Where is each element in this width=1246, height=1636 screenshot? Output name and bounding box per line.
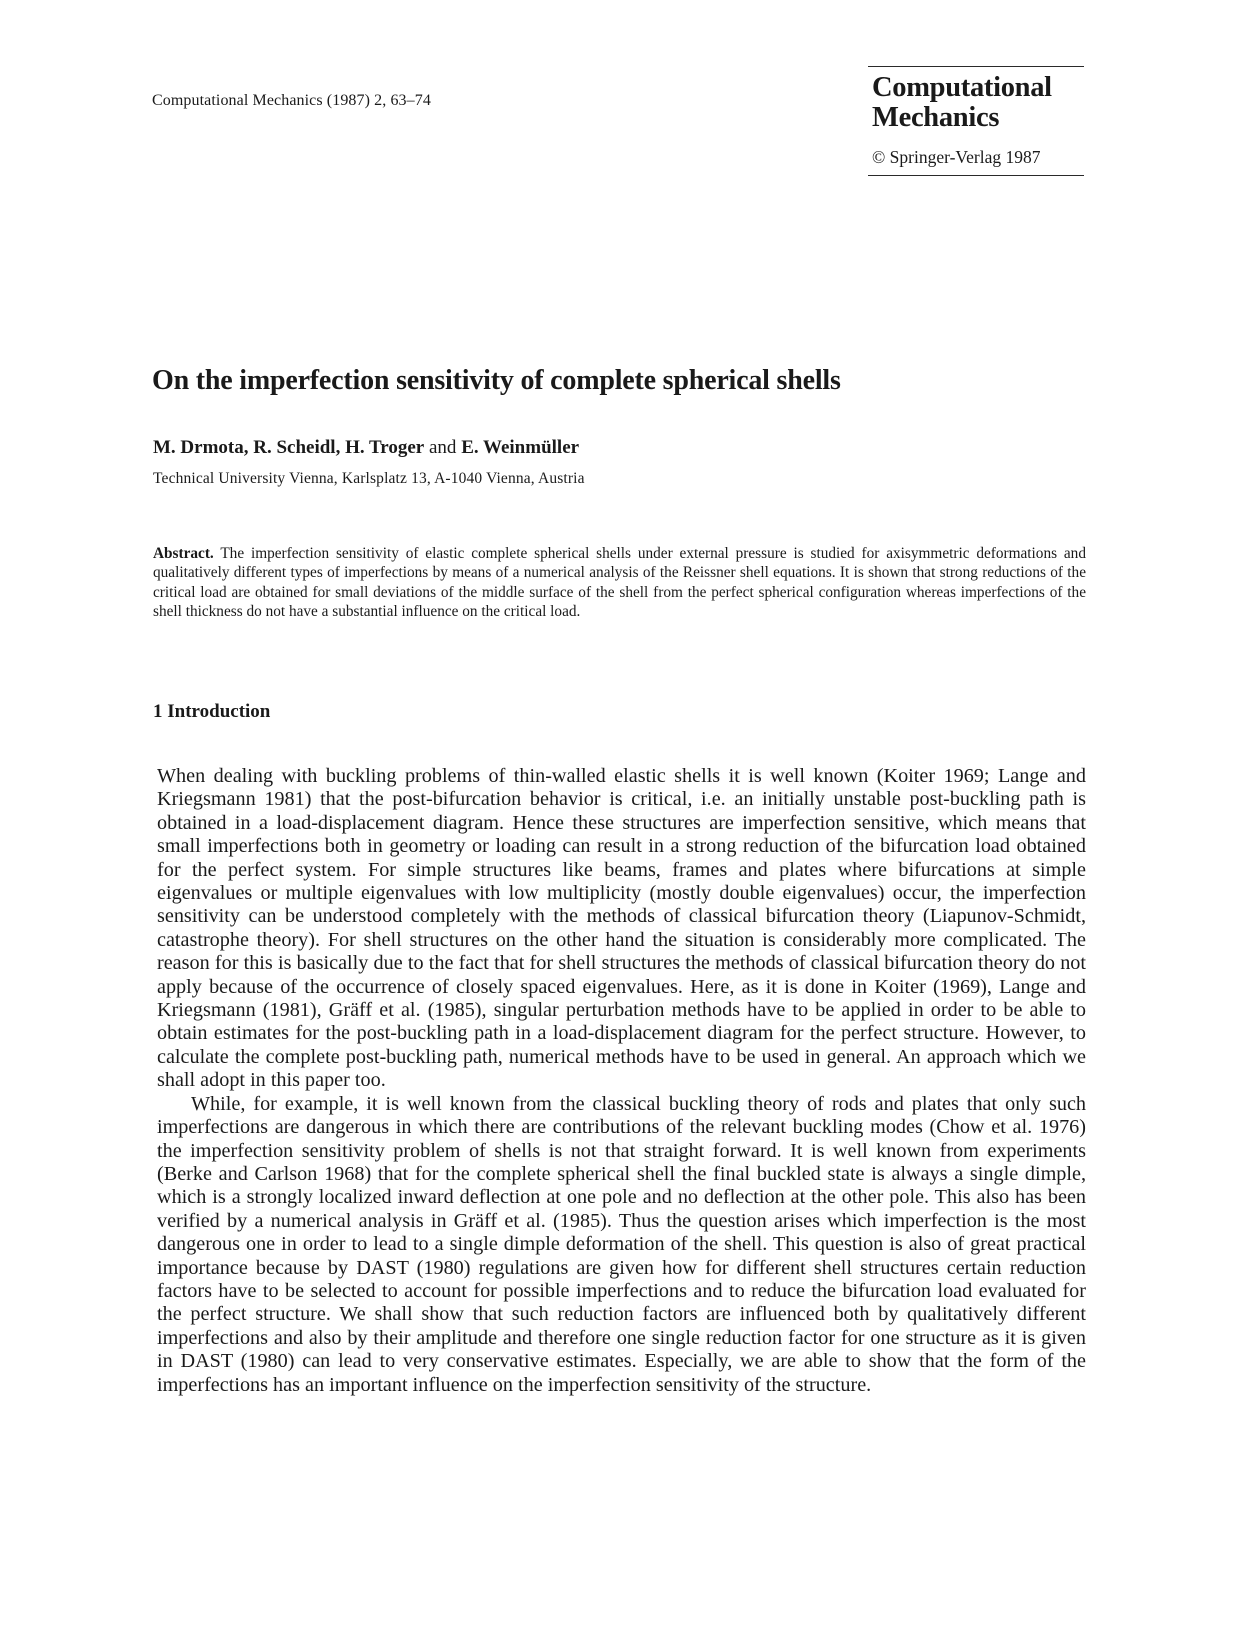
author-conjunction: and [429, 437, 457, 458]
introduction-body [157, 765, 1086, 1397]
copyright-notice: © Springer-Verlag 1987 [872, 147, 1041, 167]
journal-name-line1: Computational [872, 72, 1052, 103]
paper-title: On the imperfection sensitivity of complete spherical shells [152, 365, 841, 396]
author-names: M. Drmota, R. Scheidl, H. Troger [153, 437, 425, 458]
abstract-label: Abstract. [153, 545, 214, 562]
author-list [153, 437, 579, 459]
masthead-bottom-rule [868, 175, 1084, 176]
author-last: E. Weinmüller [461, 437, 580, 458]
abstract [153, 544, 1086, 621]
body-paragraph-2: While, for example, it is well known from the classical buckling theory of rods and plates that only such imperfections are dangerous in which there are contributions of the relevant buckling modes (Chow et al. 1976) the imperfection sensitivity problem of shells is not that straight forward. It is well known from experiments (Berke and Carlson 1968) that for the complete spherical shell the final buckled state is always a single dimple, which is a strongly localized inward deflection at one pole and no deflection at the other pole. This also has been verified by a numerical analysis in Gräff et al. (1985). Thus the question arises which imperfection is the most dangerous one in order to lead to a single dimple deformation of the shell. This question is also of great practical importance because by DAST (1980) regulations are given how for different shell structures certain reduction factors have to be selected to account for possible imperfections and to reduce the bifurcation load evaluated for the perfect structure. We shall show that such reduction factors are influenced both by qualitatively different imperfections and also by their amplitude and therefore one single reduction factor for one structure as it is given in DAST (1980) can lead to very conservative estimates. Especially, we are able to show that the form of the imperfections has an important influence on the imperfection sensitivity of the structure. [157, 1092, 1086, 1396]
journal-masthead [868, 66, 1084, 176]
body-paragraph-1: When dealing with buckling problems of thin-walled elastic shells it is well known (Koiter 1969; Lange and Kriegsmann 1981) that the post-bifurcation behavior is critical, i.e. an initially unstable post-buckling path is obtained in a load-displacement diagram. Hence these structures are imperfection sensitive, which means that small imperfections both in geometry or loading can result in a strong reduction of the bifurcation load obtained for the perfect system. For simple structures like beams, frames and plates where bifurcations at simple eigenvalues or multiple eigenvalues with low multiplicity (mostly double eigenvalues) occur, the imperfection sensitivity can be understood completely with the methods of classical bifurcation theory (Liapunov-Schmidt, catastrophe theory). For shell structures on the other hand the situation is considerably more complicated. The reason for this is basically due to the fact that for shell structures the methods of classical bifurcation theory do not apply because of the occurrence of closely spaced eigenvalues. Here, as it is done in Koiter (1969), Lange and Kriegsmann (1981), Gräff et al. (1985), singular perturbation methods have to be applied in order to be able to obtain estimates for the post-buckling path in a load-displacement diagram for the perfect structure. However, to calculate the complete post-buckling path, numerical methods have to be used in general. An approach which we shall adopt in this paper too. [157, 765, 1086, 1092]
author-affiliation: Technical University Vienna, Karlsplatz 13, A-1040 Vienna, Austria [153, 470, 585, 487]
journal-citation: Computational Mechanics (1987) 2, 63–74 [152, 92, 431, 109]
section-heading-introduction: 1 Introduction [153, 701, 271, 722]
journal-name-line2: Mechanics [872, 102, 1000, 133]
journal-name [872, 73, 1084, 133]
masthead-top-rule [868, 66, 1084, 67]
abstract-text: The imperfection sensitivity of elastic complete spherical shells under external pressure is studied for axisymmetric deformations and qualitatively different types of imperfections by means of a numerical analysis of the Reissner shell equations. It is shown that strong reductions of the critical load are obtained for small deviations of the middle surface of the shell from the perfect spherical configuration whereas imperfections of the shell thickness do not have a substantial influence on the critical load. [153, 545, 1086, 620]
